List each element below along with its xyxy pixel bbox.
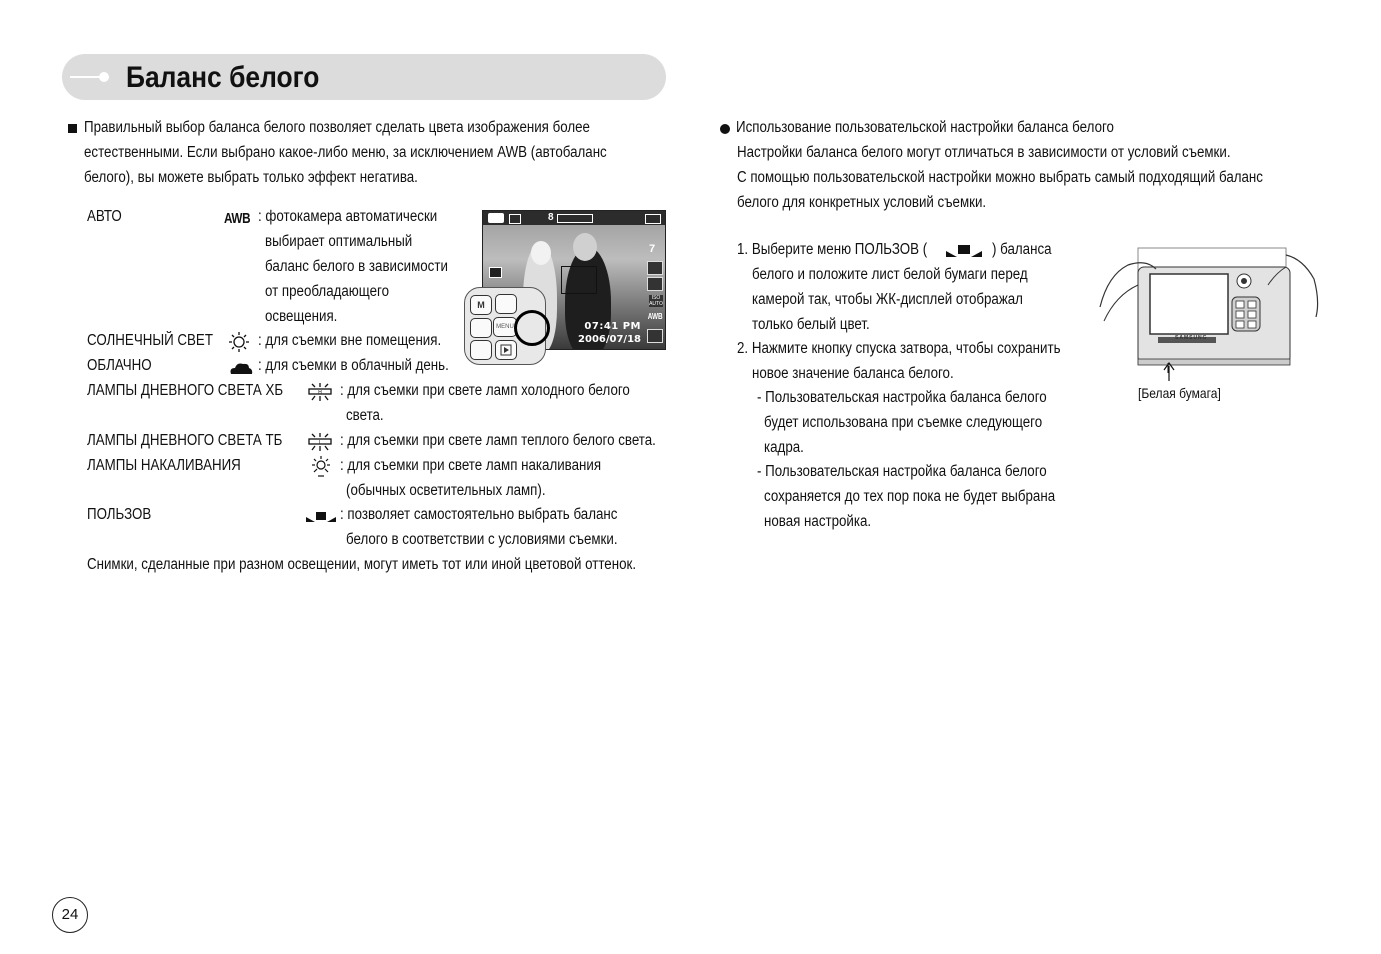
right-para-3: белого для конкретных условий съемки. — [737, 194, 987, 211]
groom-head — [573, 233, 597, 261]
right-heading: Использование пользовательской настройки баланса белого — [736, 119, 1114, 136]
right-para-1: Настройки баланса белого могут отличаться в зависимости от условий съемки. — [737, 144, 1231, 161]
metering-side-icon — [647, 277, 663, 291]
svg-text:L: L — [318, 440, 322, 446]
quality-icon — [509, 214, 521, 224]
step1-line-3: камерой так, чтобы ЖК-дисплей отображал — [752, 291, 1023, 308]
mode-custom-desc-1: : позволяет самостоятельно выбрать баланс — [340, 506, 618, 523]
image-size-indicator: 7 — [649, 243, 656, 255]
mode-auto-desc-4: от преобладающего — [265, 283, 390, 300]
menu-button[interactable]: MENU — [493, 317, 517, 337]
fluorescent-h-icon — [308, 382, 332, 402]
focus-frame — [561, 266, 597, 294]
page-title: Баланс белого — [126, 61, 320, 94]
lighting-note: Снимки, сделанные при разном освещении, могут иметь тот или иной цветовой оттенок. — [87, 556, 637, 573]
sub2-line-1: - Пользовательская настройка баланса белого — [757, 463, 1047, 480]
round-bullet-icon — [720, 124, 730, 134]
memory-bar — [557, 214, 593, 223]
play-icon — [496, 341, 516, 359]
intro-line-1: Правильный выбор баланса белого позволяет сделать цвета изображения более — [84, 119, 590, 136]
sun-icon — [228, 332, 250, 352]
mode-cloudy-desc: : для съемки в облачный день. — [258, 357, 449, 374]
battery-icon — [645, 214, 661, 224]
mode-auto-desc-3: баланс белого в зависимости — [265, 258, 448, 275]
camera-back-illustration — [1098, 245, 1320, 375]
mode-sunny-desc: : для съемки вне помещения. — [258, 332, 442, 349]
camera-mode-icon — [488, 213, 504, 223]
exposure-side-icon — [647, 329, 663, 343]
up-button[interactable] — [495, 294, 517, 314]
tungsten-bulb-icon — [311, 456, 331, 478]
mode-custom-name: ПОЛЬЗОВ — [87, 506, 152, 523]
mode-auto-desc-5: освещения. — [265, 308, 338, 325]
custom-wb-icon — [945, 244, 983, 258]
white-paper-caption: [Белая бумага] — [1138, 385, 1221, 401]
shots-remaining: 8 — [548, 212, 554, 223]
mode-tungsten-name: ЛАМПЫ НАКАЛИВАНИЯ — [87, 457, 241, 474]
highlight-ok-circle — [514, 310, 550, 346]
mode-fluor-l-desc: : для съемки при свете ламп теплого белого света. — [340, 432, 656, 449]
step2-line-1: 2. Нажмите кнопку спуска затвора, чтобы сохранить — [737, 340, 1061, 357]
fluorescent-l-icon — [308, 432, 332, 452]
sub2-line-3: новая настройка. — [764, 513, 872, 530]
intro-line-3: белого), вы можете выбрать только эффект негатива. — [84, 169, 418, 186]
svg-text:H: H — [318, 390, 322, 396]
quality-side-icon — [647, 261, 663, 275]
square-bullet-icon — [68, 124, 77, 133]
cloud-icon — [229, 362, 253, 374]
camera-brand-label: SAMSUNG — [1175, 335, 1208, 341]
awb-icon: AWB — [224, 210, 251, 227]
mode-custom-desc-2: белого в соответствии с условиями съемки. — [346, 531, 618, 548]
step1-part-b: ) баланса — [992, 241, 1052, 258]
page-number: 24 — [52, 897, 88, 933]
down-left-button[interactable] — [470, 340, 492, 360]
mode-tungsten-desc-1: : для съемки при свете ламп накаливания — [340, 457, 602, 474]
m-button[interactable]: M — [470, 295, 492, 315]
iso-indicator: ISO AUTO — [649, 295, 663, 307]
play-button[interactable] — [495, 340, 517, 360]
mode-sunny-name: СОЛНЕЧНЫЙ СВЕТ — [87, 332, 213, 349]
bride-head — [531, 241, 551, 265]
intro-line-2: естественными. Если выбрано какое-либо меню, за исключением AWB (автобаланс — [84, 144, 607, 161]
lcd-time: 07:41 PM — [584, 321, 641, 332]
sub1-line-2: будет использована при съемке следующего — [764, 414, 1043, 431]
frame-icon — [489, 267, 502, 278]
sub1-line-3: кадра. — [764, 439, 804, 456]
step2-line-2: новое значение баланса белого. — [752, 365, 954, 382]
custom-wb-icon — [305, 511, 337, 523]
mode-auto-desc-1: : фотокамера автоматически — [258, 208, 438, 225]
mode-fluor-h-name: ЛАМПЫ ДНЕВНОГО СВЕТА ХБ — [87, 382, 284, 399]
mode-tungsten-desc-2: (обычных осветительных ламп). — [346, 482, 546, 499]
mode-cloudy-name: ОБЛАЧНО — [87, 357, 152, 374]
mode-fluor-h-desc-1: : для съемки при свете ламп холодного белого — [340, 382, 630, 399]
mode-fluor-h-desc-2: света. — [346, 407, 384, 424]
awb-indicator: AWB — [648, 312, 663, 321]
step1-line-2: белого и положите лист белой бумаги перед — [752, 266, 1028, 283]
step1-part-a: 1. Выберите меню ПОЛЬЗОВ ( — [737, 241, 928, 258]
sub2-line-2: сохраняется до тех пор пока не будет выбрана — [764, 488, 1056, 505]
title-decor-dot — [99, 72, 109, 82]
right-para-2: С помощью пользовательской настройки можно выбрать самый подходящий баланс — [737, 169, 1263, 186]
mode-fluor-l-name: ЛАМПЫ ДНЕВНОГО СВЕТА ТБ — [87, 432, 283, 449]
lcd-date: 2006/07/18 — [578, 334, 641, 345]
step1-line-4: только белый цвет. — [752, 316, 870, 333]
sub1-line-1: - Пользовательская настройка баланса белого — [757, 389, 1047, 406]
arrow-up-icon — [1163, 362, 1175, 382]
mode-auto-name: АВТО — [87, 208, 122, 225]
mode-auto-desc-2: выбирает оптимальный — [265, 233, 413, 250]
left-button[interactable] — [470, 318, 492, 338]
